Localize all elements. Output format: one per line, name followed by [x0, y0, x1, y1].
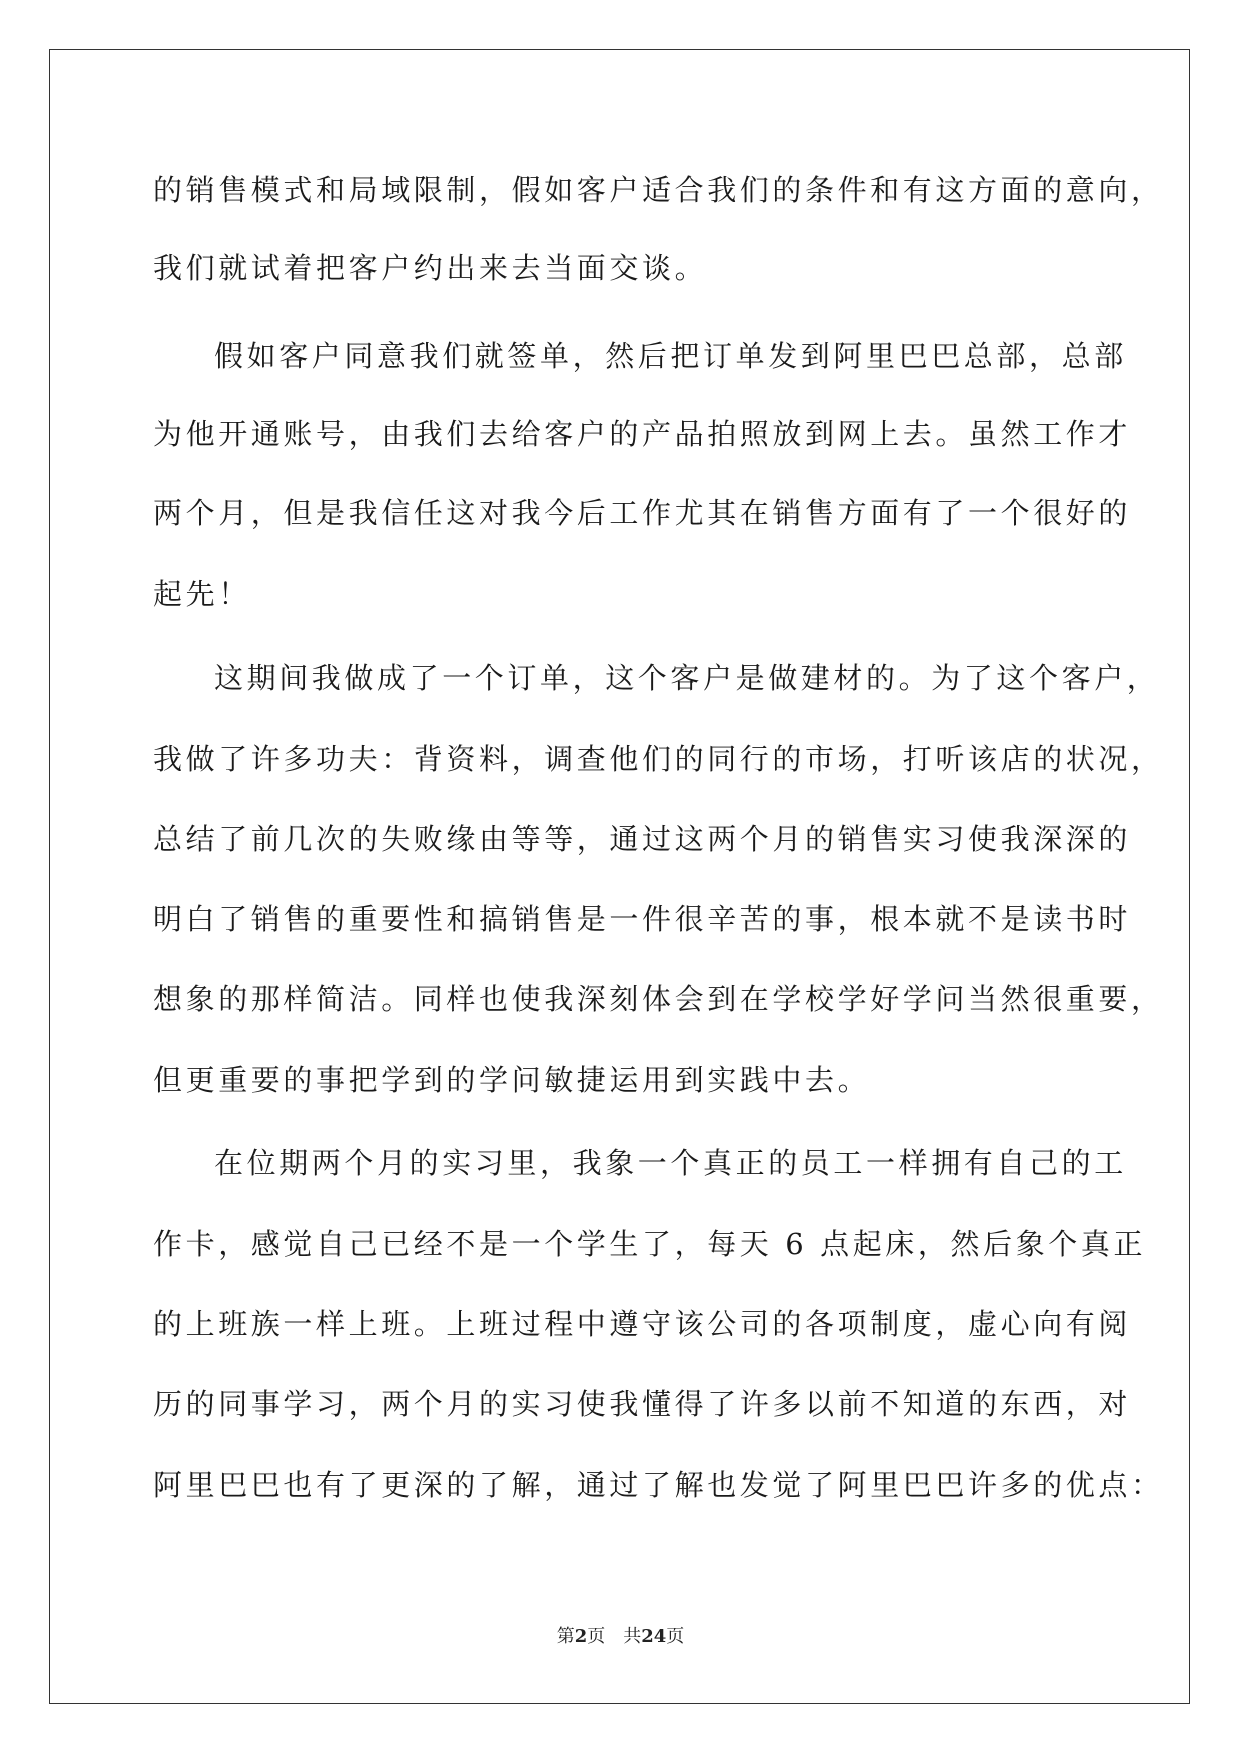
text-line: 为他开通账号，由我们去给客户的产品拍照放到网上去。虽然工作才 — [153, 417, 1132, 451]
page-label-suffix: 页 — [666, 1626, 685, 1647]
text-line: 我做了许多功夫：背资料，调查他们的同行的市场，打听该店的状况， — [153, 742, 1164, 776]
text-line: 总结了前几次的失败缘由等等，通过这两个月的销售实习使我深深的 — [153, 822, 1132, 856]
text-line: 阿里巴巴也有了更深的了解，通过了解也发觉了阿里巴巴许多的优点： — [153, 1468, 1164, 1502]
page-label-mid: 页 共 — [587, 1626, 642, 1647]
page-total-number: 24 — [641, 1626, 667, 1647]
page-current-number: 2 — [574, 1626, 588, 1647]
page-label-prefix: 第 — [556, 1626, 575, 1647]
text-line: 起先！ — [153, 577, 251, 611]
text-line: 作卡，感觉自己已经不是一个学生了，每天 6 点起床，然后象个真正 — [153, 1227, 1147, 1261]
text-line: 我们就试着把客户约出来去当面交谈。 — [153, 251, 708, 285]
text-line: 这期间我做成了一个订单，这个客户是做建材的。为了这个客户， — [214, 661, 1160, 695]
text-line: 在位期两个月的实习里，我象一个真正的员工一样拥有自己的工 — [214, 1146, 1127, 1180]
text-line: 明白了销售的重要性和搞销售是一件很辛苦的事，根本就不是读书时 — [153, 902, 1132, 936]
text-line: 假如客户同意我们就签单，然后把订单发到阿里巴巴总部，总部 — [214, 339, 1127, 373]
text-line: 想象的那样简洁。同样也使我深刻体会到在学校学好学问当然很重要， — [153, 982, 1164, 1016]
page-footer — [0, 1622, 1241, 1648]
text-line: 的上班族一样上班。上班过程中遵守该公司的各项制度，虚心向有阅 — [153, 1307, 1132, 1341]
text-line: 两个月，但是我信任这对我今后工作尤其在销售方面有了一个很好的 — [153, 496, 1132, 530]
text-line: 的销售模式和局域限制，假如客户适合我们的条件和有这方面的意向， — [153, 173, 1164, 207]
text-line: 但更重要的事把学到的学问敏捷运用到实践中去。 — [153, 1063, 871, 1097]
page-border — [49, 49, 1190, 1704]
text-line: 历的同事学习，两个月的实习使我懂得了许多以前不知道的东西，对 — [153, 1387, 1132, 1421]
